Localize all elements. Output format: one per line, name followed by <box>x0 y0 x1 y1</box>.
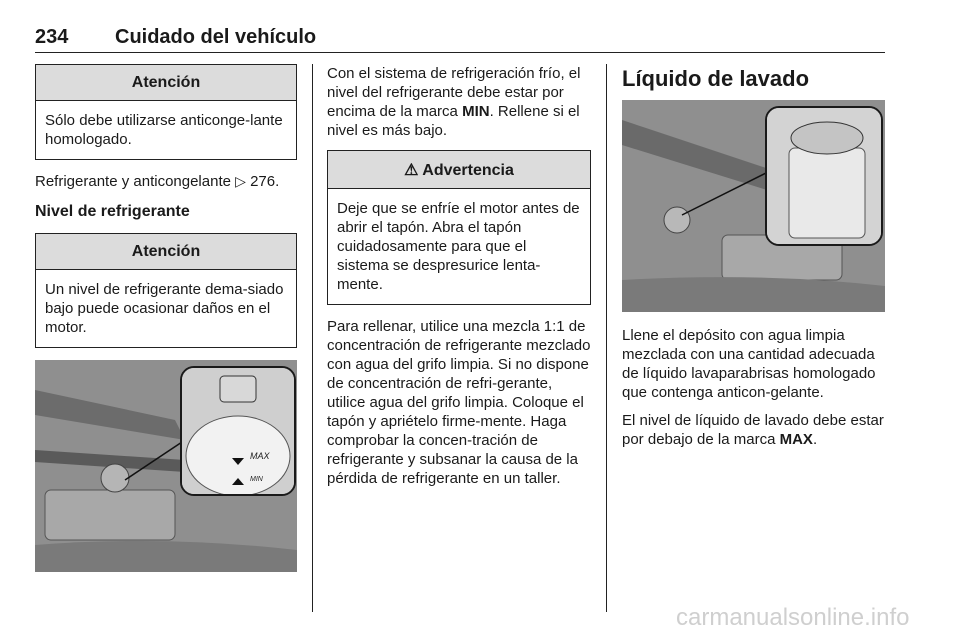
warning-title: Advertencia <box>422 162 514 179</box>
notice-box <box>35 64 297 160</box>
reservoir-zoom-detail <box>180 366 296 496</box>
washer-fluid-heading: Líquido de lavado <box>622 66 810 91</box>
page-ref-arrow-icon: ▷ <box>235 173 246 189</box>
washer-fill-paragraph: Llene el depósito con agua limpia mezclada con una cantidad adecuada de líquido lavaparabrisas homologado que contenga anticon-gelante. <box>622 327 876 401</box>
coolant-reservoir-illustration <box>35 360 297 572</box>
washer-level-paragraph <box>622 411 885 449</box>
washer-bottle-drawing <box>767 108 881 244</box>
max-mark-label: MAX <box>250 451 270 461</box>
paragraph-text: El nivel de líquido de lavado debe estar por debajo de la marca <box>622 412 884 448</box>
washer-zoom-detail <box>765 106 883 246</box>
column-middle <box>327 64 591 497</box>
warning-header <box>328 151 590 189</box>
max-mark-text: MAX <box>779 431 813 448</box>
warning-triangle-icon: ⚠ <box>404 162 419 179</box>
column-divider <box>312 64 313 612</box>
warning-box <box>327 150 591 305</box>
cross-reference <box>35 172 297 191</box>
reference-page[interactable]: 276. <box>250 173 280 190</box>
notice-body: Sólo debe utilizarse anticonge-lante homologado. <box>45 112 283 148</box>
min-mark-label: MIN <box>250 476 263 483</box>
washer-reservoir-illustration <box>622 100 885 312</box>
notice-box <box>35 233 297 348</box>
min-mark-text: MIN <box>462 103 490 120</box>
column-left <box>35 64 297 572</box>
paragraph-text: . Rellene si el nivel es más bajo. <box>327 103 580 139</box>
paragraph-text: Con el sistema de refrigeración frío, el nivel del refrigerante debe estar por encima de la marca <box>327 65 581 120</box>
refill-paragraph: Para rellenar, utilice una mezcla 1:1 de concentración de refrigerante mezclado con agua del grifo limpia. Si no dispone de concentración de refri-gerante, utilice agua del grifo limpia. Coloque el tapón y apriételo firme-mente. Haga comprobar la concen-tración de refrigerante y subsanar la causa de la pérdida de refrigerante en un taller. <box>327 318 591 487</box>
watermark: carmanualsonline.info <box>676 604 910 631</box>
paragraph-text: . <box>812 431 818 448</box>
warning-body: Deje que se enfríe el motor antes de abrir el tapón. Abra el tapón cuidadosamente para que el sistema se despresurice lenta-mente. <box>337 200 580 293</box>
notice-body: Un nivel de refrigerante dema-siado bajo puede ocasionar daños en el motor. <box>45 281 284 336</box>
notice-title: Atención <box>36 234 296 270</box>
page-number: 234 <box>35 26 69 48</box>
column-right <box>622 64 885 458</box>
page-header <box>35 26 885 53</box>
notice-title: Atención <box>36 65 296 101</box>
section-title: Cuidado del vehículo <box>115 26 317 48</box>
coolant-level-paragraph <box>327 64 591 140</box>
subheading-coolant-level: Nivel de refrigerante <box>35 203 190 220</box>
column-divider <box>606 64 607 612</box>
reference-text: Refrigerante y anticongelante <box>35 173 231 190</box>
reservoir-drawing <box>182 368 294 494</box>
